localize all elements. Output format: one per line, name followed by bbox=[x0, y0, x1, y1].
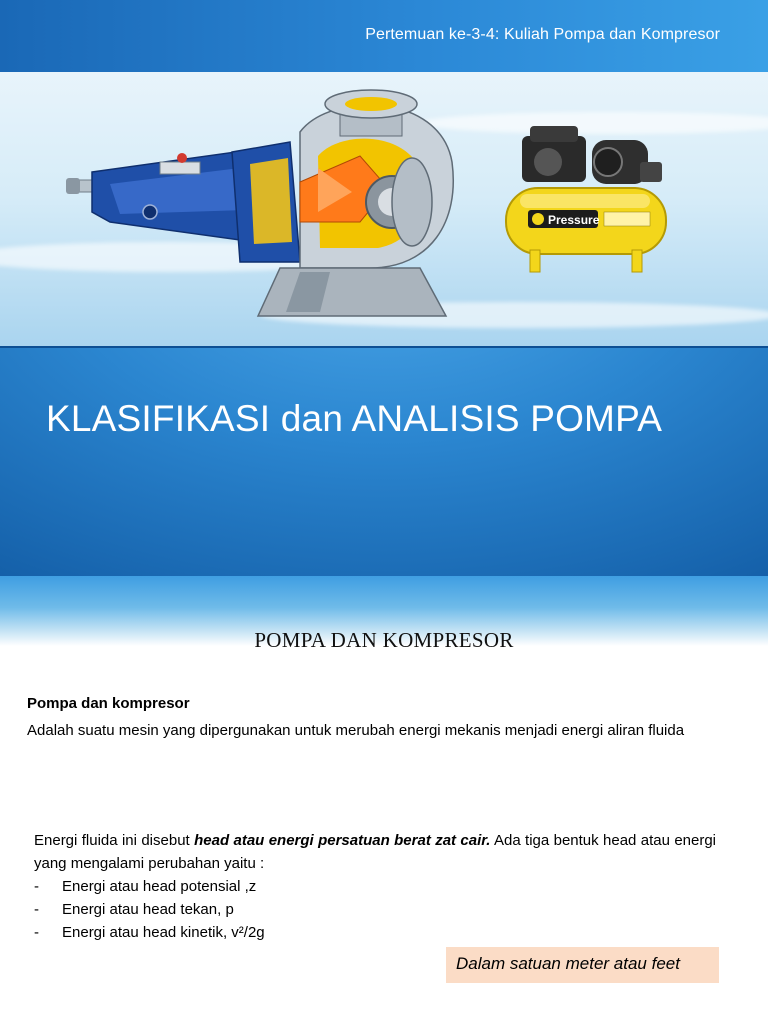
para-intro: Energi fluida ini disebut bbox=[34, 832, 195, 849]
list-item bbox=[34, 898, 265, 921]
head-paragraph bbox=[34, 829, 716, 875]
list-item bbox=[34, 875, 265, 898]
term-heading: Pompa dan kompresor bbox=[27, 695, 190, 712]
bullet-dash: - bbox=[34, 924, 39, 941]
header-band bbox=[0, 0, 768, 72]
main-title: KLASIFIKASI dan ANALISIS POMPA bbox=[46, 398, 663, 439]
bullet-dash: - bbox=[34, 901, 39, 918]
list-item-text: Energi atau head kinetik, v²/2g bbox=[62, 924, 265, 941]
slide-title: POMPA DAN KOMPRESOR bbox=[254, 628, 514, 652]
list-item-text: Energi atau head tekan, p bbox=[62, 901, 234, 918]
definition-text: Adalah suatu mesin yang dipergunakan untuk merubah energi mekanis menjadi energi aliran fluida bbox=[27, 722, 685, 739]
unit-note-box: Dalam satuan meter atau feet bbox=[446, 947, 719, 983]
para-emphasis: head atau energi persatuan berat zat cair. bbox=[194, 832, 491, 849]
list-item bbox=[34, 921, 265, 944]
divider-line bbox=[0, 346, 768, 348]
energy-list bbox=[34, 875, 265, 944]
list-item-text: Energi atau head potensial ,z bbox=[62, 878, 257, 895]
para-rest: Ada tiga bentuk head atau energi yang mengalami perubahan yaitu : bbox=[34, 832, 717, 872]
compressor-brand-label: Pressure bbox=[548, 213, 600, 227]
equipment-photo-strip bbox=[0, 72, 768, 348]
air-compressor-image bbox=[500, 126, 690, 276]
bullet-dash: - bbox=[34, 878, 39, 895]
content-slide bbox=[0, 576, 768, 1024]
slide-subtitle: Pertemuan ke-3-4: Kuliah Pompa dan Kompresor bbox=[365, 26, 720, 43]
